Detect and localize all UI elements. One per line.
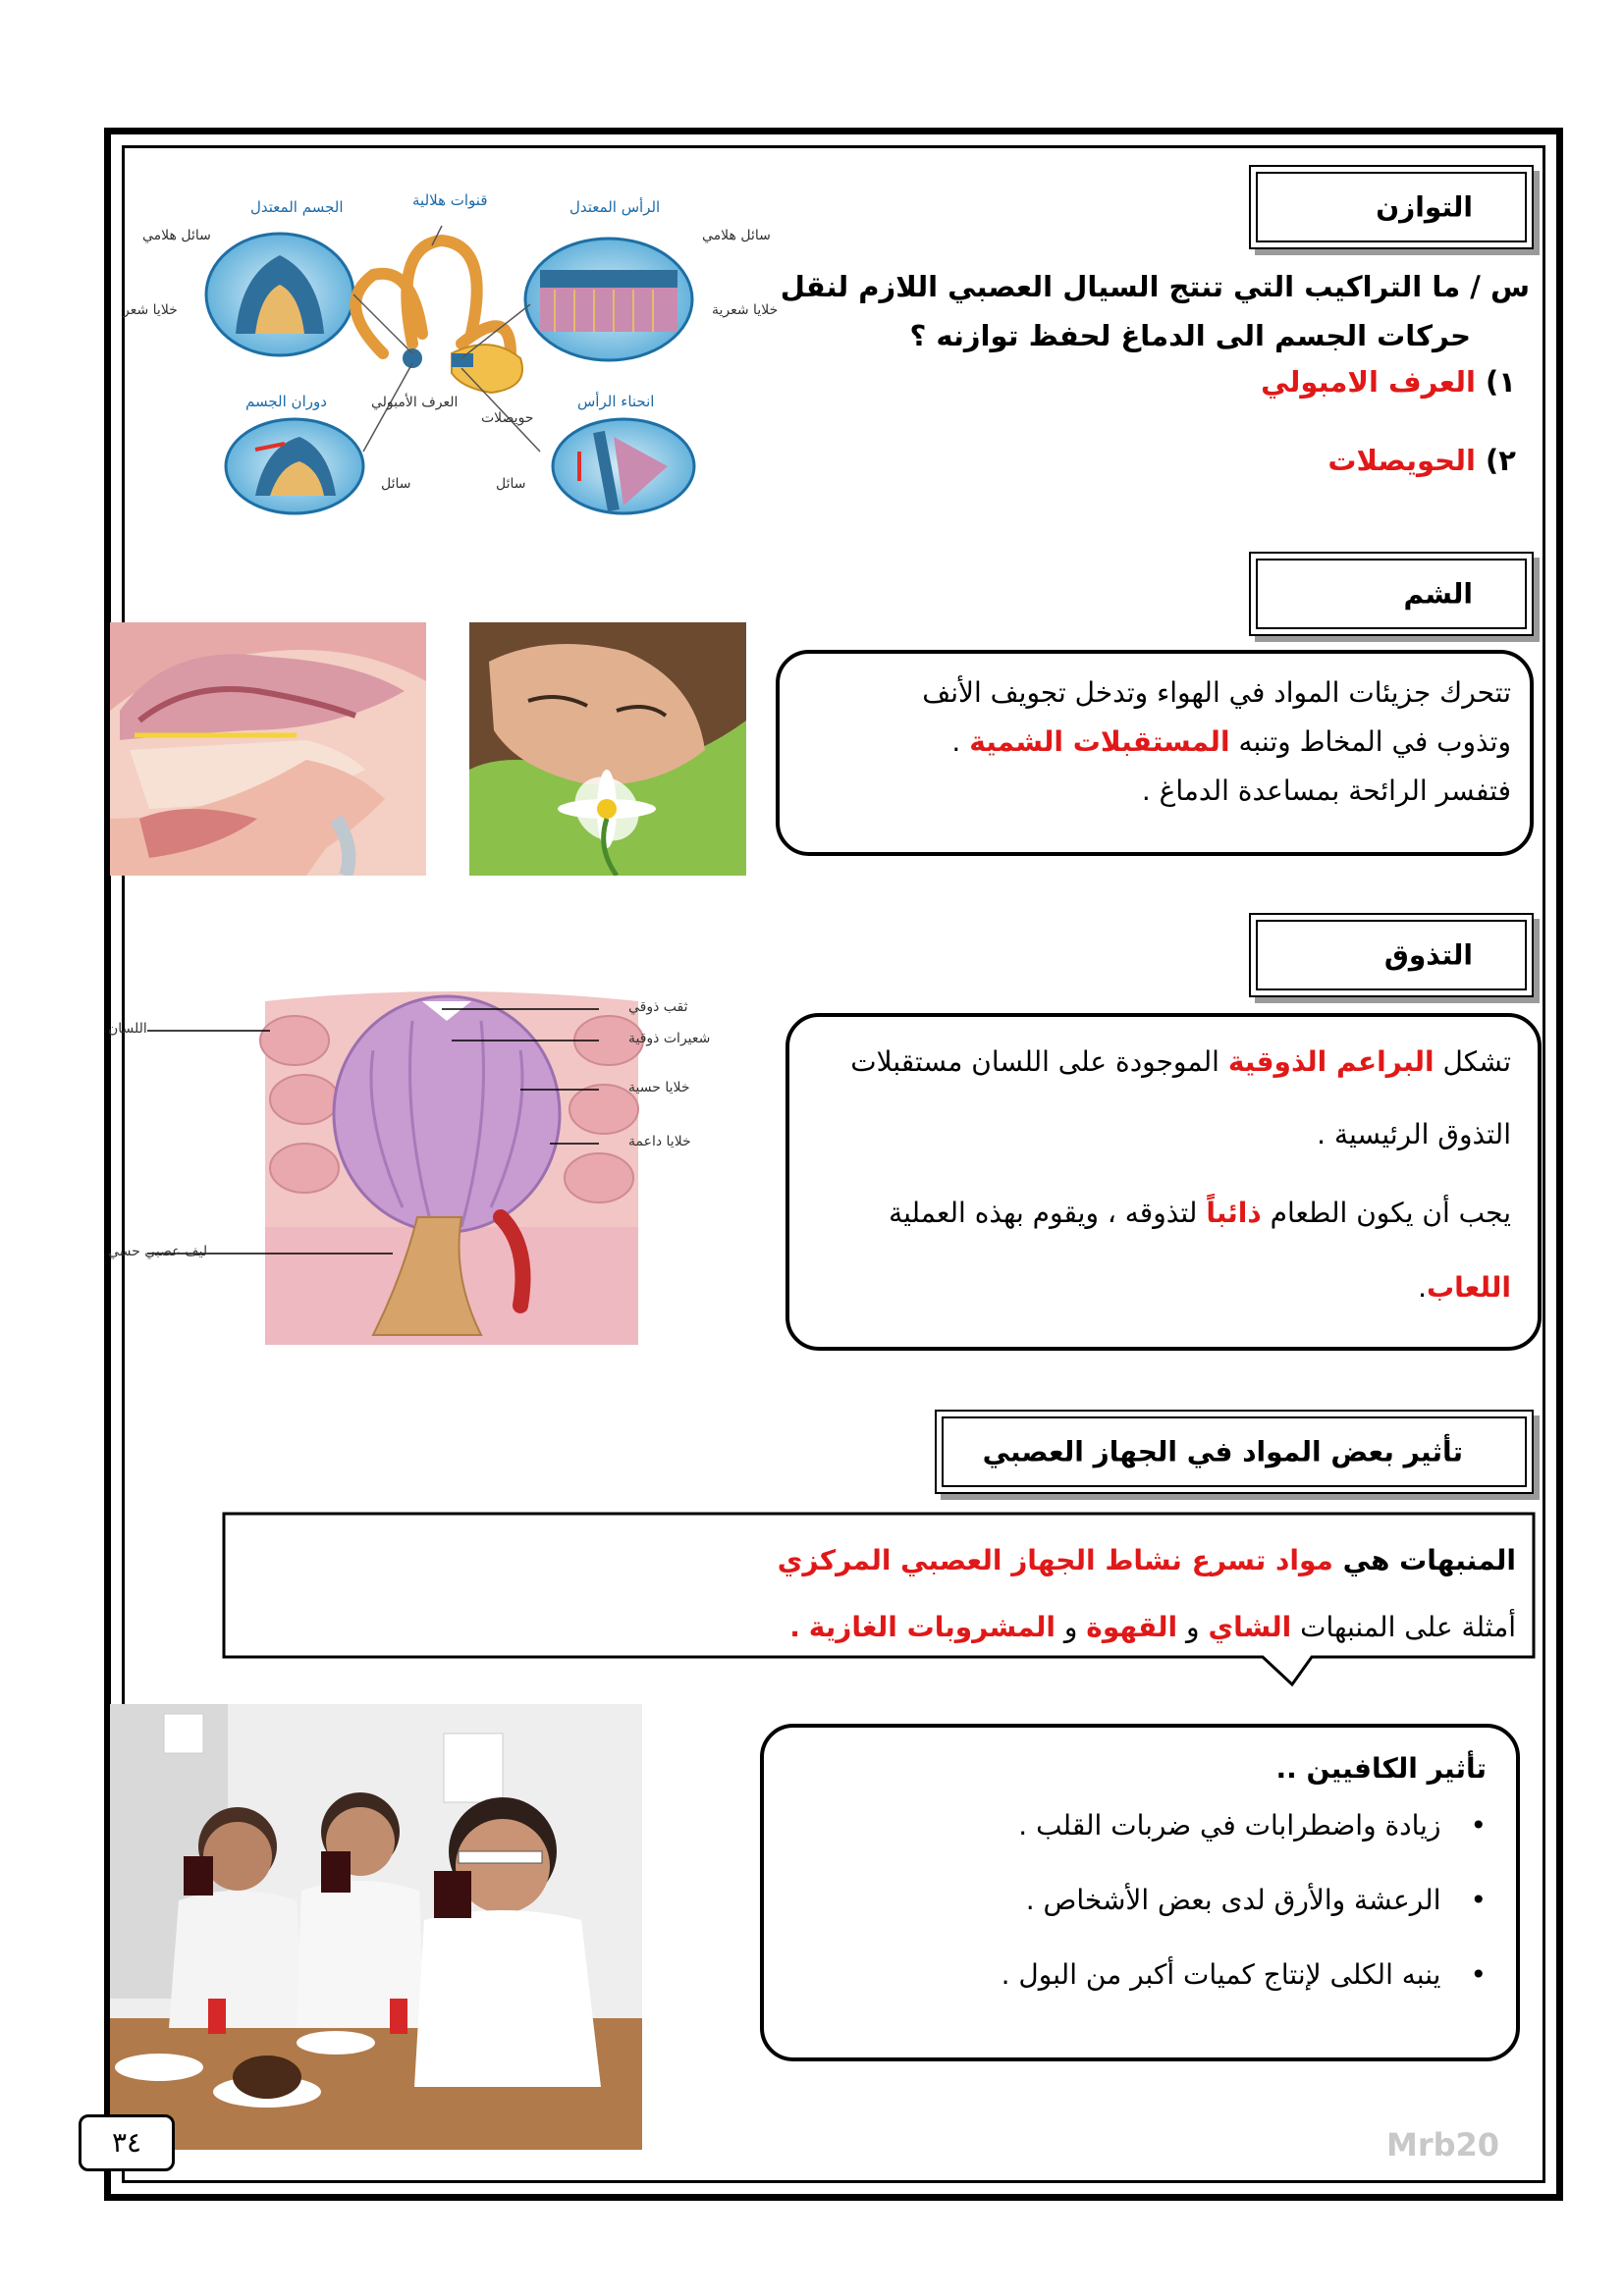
taste-header xyxy=(1249,913,1534,997)
smell-header-text: الشم xyxy=(1403,577,1473,611)
smell-line-2-a: وتذوب في المخاط وتنبه xyxy=(1238,725,1511,758)
bullet-2: • xyxy=(1470,1884,1487,1916)
stimulants-definition xyxy=(778,1537,1516,1584)
answer-2-text: الحويصلات xyxy=(1327,444,1476,477)
label-canals: قنوات هلالية xyxy=(412,191,488,209)
label-gel-right: سائل هلامي xyxy=(702,228,771,243)
bullet-3: • xyxy=(1470,1958,1487,1991)
inner-ear-diagram xyxy=(118,187,785,520)
taste-saliva: اللعاب xyxy=(1427,1271,1511,1304)
caffeine-item-1 xyxy=(1001,1802,1487,1849)
caffeine-list xyxy=(1001,1802,1487,1999)
label-vesicles: حويصلات xyxy=(481,410,534,426)
label-hair-cells-left: خلايا شعر xyxy=(123,302,178,318)
nose-cross-section-svg xyxy=(110,622,426,876)
taste-dissolved: ذائباً xyxy=(1206,1197,1262,1229)
label-tongue: اللسان xyxy=(108,1021,147,1037)
answer-1-number: ١) xyxy=(1486,365,1516,399)
label-fluid-left: سائل xyxy=(381,476,411,492)
taste-line-1 xyxy=(850,1039,1511,1086)
boys-drinking-photo xyxy=(110,1704,642,2150)
label-hair-cells-right: خلايا شعرية xyxy=(712,302,779,318)
substances-header xyxy=(935,1410,1534,1494)
caffeine-item-2-text: الرعشة والأرق لدى بعض الأشخاص . xyxy=(1025,1884,1441,1916)
caffeine-item-3-text: ينبه الكلى لإنتاج كميات أكبر من البول . xyxy=(1001,1958,1441,1991)
taste-buds: البراعم الذوقية xyxy=(1227,1045,1435,1078)
label-support-cells: خلايا داعمة xyxy=(628,1134,691,1149)
label-head-tilt: انحناء الرأس xyxy=(577,393,655,410)
taste-line-2: التذوق الرئيسية . xyxy=(1317,1118,1511,1150)
smell-line-2-b: . xyxy=(951,725,961,758)
label-ampullary: العرف الأمبولي xyxy=(371,395,459,410)
answer-2-number: ٢) xyxy=(1486,444,1516,477)
smell-header xyxy=(1249,552,1534,636)
stimulants-examples xyxy=(789,1604,1516,1651)
boys-drinking-svg xyxy=(110,1704,642,2150)
stimulants-def-text: مواد تسرع نشاط الجهاز العصبي المركزي xyxy=(777,1544,1333,1576)
caffeine-item-3 xyxy=(1001,1951,1487,1999)
label-fluid-right: سائل xyxy=(496,476,526,492)
answer-1-text: العرف الامبولي xyxy=(1261,365,1476,399)
stimulants-is: هي xyxy=(1342,1544,1390,1576)
caffeine-item-1-text: زيادة واضطرابات في ضربات القلب . xyxy=(1018,1809,1441,1842)
balance-answer-2 xyxy=(1327,444,1516,477)
substances-header-text: تأثير بعض المواد في الجهاز العصبي xyxy=(982,1435,1463,1468)
example-soft-drinks: المشروبات الغازية xyxy=(808,1611,1056,1643)
smell-line-2 xyxy=(951,719,1511,766)
taste-line-4-b: . xyxy=(1418,1271,1427,1304)
balance-header-text: التوازن xyxy=(1376,190,1473,224)
smell-olfactory-receptors: المستقبلات الشمية xyxy=(969,725,1230,758)
smell-line-1: تتحرك جزيئات المواد في الهواء وتدخل تجويف الأنف xyxy=(922,676,1511,709)
caffeine-title: تأثير الكافيين .. xyxy=(1275,1752,1487,1785)
taste-line-1-a: تشكل xyxy=(1442,1045,1511,1078)
label-gel-left: سائل هلامي xyxy=(142,228,211,243)
bullet-1: • xyxy=(1470,1809,1487,1842)
taste-bud-diagram xyxy=(108,982,746,1345)
example-tea: الشاي xyxy=(1208,1611,1292,1643)
label-sensory-cells: خلايا حسية xyxy=(628,1080,690,1095)
balance-answer-1 xyxy=(1261,365,1516,399)
label-taste-hairs: شعيرات ذوقية xyxy=(628,1031,711,1046)
balance-question-line1: س / ما التراكيب التي تنتج السيال العصبي اللازم لنقل xyxy=(780,270,1530,303)
taste-line-3 xyxy=(889,1190,1511,1237)
caffeine-item-2 xyxy=(1001,1877,1487,1924)
label-body-still: الجسم المعتدل xyxy=(250,198,344,216)
smell-line-3: فتفسر الرائحة بمساعدة الدماغ . xyxy=(1141,774,1511,807)
taste-line-1-b: الموجودة على اللسان مستقبلات xyxy=(850,1045,1219,1078)
label-body-rotation: دوران الجسم xyxy=(245,393,327,410)
child-smelling-flower-image xyxy=(469,622,746,876)
examples-end: . xyxy=(789,1611,800,1643)
label-nerve-fiber: ليف عصبي حسي xyxy=(108,1244,208,1259)
label-taste-pore: ثقب ذوقي xyxy=(628,999,688,1015)
taste-line-4 xyxy=(1418,1264,1511,1311)
page-number: ٣٤ xyxy=(111,2126,142,2159)
example-coffee: القهوة xyxy=(1086,1611,1178,1643)
page-number-box xyxy=(79,2114,175,2171)
label-head-still: الرأس المعتدل xyxy=(569,198,661,216)
stimulants-label: المنبهات xyxy=(1399,1544,1516,1576)
taste-line-3-b: لتذوقه ، ويقوم بهذه العملية xyxy=(889,1197,1198,1229)
child-smelling-flower-svg xyxy=(469,622,746,876)
and-2: و xyxy=(1063,1611,1078,1643)
balance-question-line2: حركات الجسم الى الدماغ لحفظ توازنه ؟ xyxy=(909,319,1471,352)
examples-intro: أمثلة على المنبهات xyxy=(1300,1611,1516,1643)
taste-header-text: التذوق xyxy=(1383,938,1473,972)
inner-ear-svg xyxy=(118,187,785,520)
balance-header xyxy=(1249,165,1534,249)
taste-line-3-a: يجب أن يكون الطعام xyxy=(1270,1197,1511,1229)
watermark: Mrb20 xyxy=(1386,2126,1500,2163)
nose-cross-section-image xyxy=(110,622,426,876)
and-1: و xyxy=(1186,1611,1200,1643)
